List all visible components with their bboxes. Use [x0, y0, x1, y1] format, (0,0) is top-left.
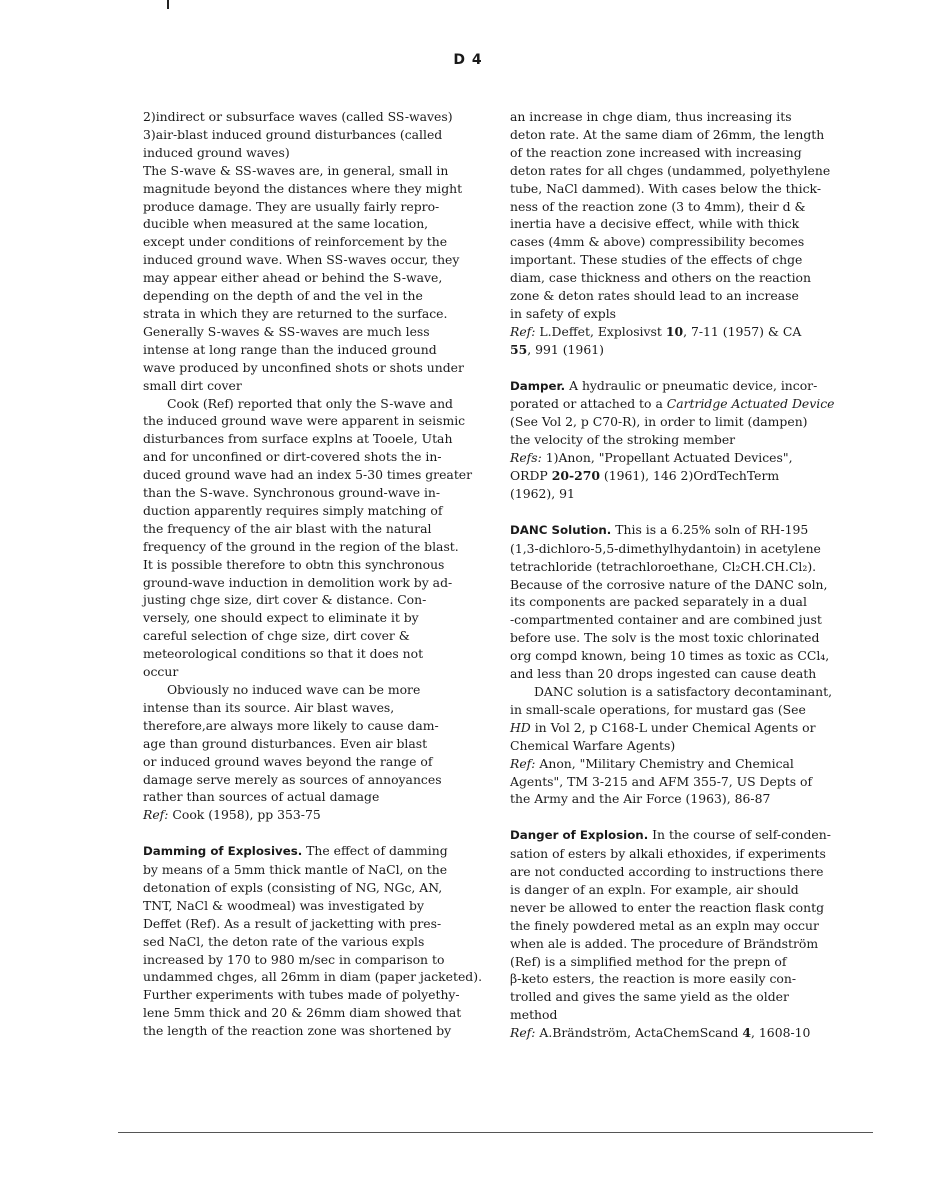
ref-text: , 7-11 (1957) & CA	[683, 323, 802, 339]
text-line: TNT, NaCl & woodmeal) was investigated by	[143, 897, 424, 913]
reference-line	[510, 341, 862, 359]
ref-text: A.Brändström, ActaChemScand	[539, 1025, 743, 1041]
text-line: except under conditions of reinforcement by the	[143, 234, 448, 250]
text-line: 2)indirect or subsurface waves (called SS-waves)	[143, 109, 453, 124]
scan-mark	[167, 0, 169, 9]
entry-heading-line	[510, 826, 862, 845]
entry-text: In the course of self-conden-	[652, 827, 831, 843]
text-line: and less than 20 drops ingested can cause death	[510, 666, 817, 682]
ref-label: Ref:	[510, 755, 536, 771]
text-line: the induced ground wave were apparent in seismic	[143, 413, 466, 429]
ref-label: Ref:	[143, 807, 169, 823]
ref-label: Ref:	[510, 323, 536, 339]
text-line: than the S-wave. Synchronous ground-wave in-	[143, 485, 441, 501]
text-line: produce damage. They are usually fairly repro-	[143, 198, 440, 214]
text-line: the length of the reaction zone was shortened by	[143, 1023, 452, 1039]
text-line: the finely powdered metal as an expln may occur	[510, 917, 819, 933]
text-line: its components are packed separately in a dual	[510, 594, 807, 610]
text-line: tetrachloride (tetrachloroethane, Cl₂CH.CH.Cl₂).	[510, 558, 817, 574]
text-line: deton rate. At the same diam of 26mm, the length	[510, 126, 825, 142]
text-line: the frequency of the air blast with the natural	[143, 520, 432, 536]
text-line: The S-wave & SS-waves are, in general, small in	[143, 162, 449, 178]
text-line: duction apparently requires simply matching of	[143, 502, 443, 518]
entry-text: A hydraulic or pneumatic device, incor-	[569, 377, 818, 393]
ref-text: (1961), 146 2)OrdTechTerm	[599, 468, 780, 484]
text-line: Further experiments with tubes made of polyethy-	[143, 987, 460, 1003]
page-header: D 4	[453, 52, 483, 68]
entry-text: This is a 6.25% soln of RH-195	[615, 521, 809, 537]
reference-line: the Army and the Air Force (1963), 86-87	[510, 791, 771, 807]
ref-label: Refs:	[510, 450, 542, 466]
entry-text: porated or attached to a	[510, 396, 667, 412]
text-line: disturbances from surface explns at Tooele, Utah	[143, 431, 453, 447]
text-line: induced ground wave. When SS-waves occur, they	[143, 252, 460, 268]
text-line: careful selection of chge size, dirt cover &	[143, 628, 410, 644]
right-column	[510, 108, 862, 1042]
ref-text: ORDP	[510, 468, 552, 484]
entry-heading: Damming of Explosives.	[143, 844, 303, 859]
ref-text: , 1608-10	[751, 1025, 811, 1041]
text-line: (1,3-dichloro-5,5-dimethylhydantoin) in acetylene	[510, 540, 821, 556]
text-line: Deffet (Ref). As a result of jacketting with pres-	[143, 915, 442, 931]
text-line: therefore,are always more likely to cause dam-	[143, 717, 439, 733]
ref-volume: 4	[742, 1025, 752, 1041]
entry-heading-line	[143, 842, 491, 861]
text-line: important. These studies of the effects of chge	[510, 252, 803, 268]
text-line: sation of esters by alkali ethoxides, if experiments	[510, 846, 826, 862]
text-line: intense than its source. Air blast waves,	[143, 699, 395, 715]
text-line: induced ground waves)	[143, 144, 290, 160]
ref-text: L.Deffet, Explosivst	[539, 323, 662, 339]
text-line: small dirt cover	[143, 377, 242, 393]
entry-text: The effect of damming	[306, 843, 448, 859]
text-line: Because of the corrosive nature of the DANC soln,	[510, 576, 828, 592]
left-column	[143, 108, 491, 1040]
text-line: the velocity of the stroking member	[510, 432, 736, 448]
entry-heading-line	[510, 377, 862, 396]
text-line: -compartmented container and are combined just	[510, 612, 822, 628]
text-line: rather than sources of actual damage	[143, 789, 380, 805]
text-line: Generally S-waves & SS-waves are much less	[143, 323, 430, 339]
text-line: damage serve merely as sources of annoyances	[143, 771, 442, 787]
text-line: method	[510, 1007, 558, 1023]
text-line: in safety of expls	[510, 305, 617, 321]
text-line	[510, 719, 862, 737]
text-line: of the reaction zone increased with increasing	[510, 144, 802, 160]
text-line: sed NaCl, the deton rate of the various expls	[143, 933, 425, 949]
text-line: deton rates for all chges (undammed, polyethylene	[510, 162, 831, 178]
text-line: (See Vol 2, p C70-R), in order to limit (dampen)	[510, 414, 808, 430]
text-line: ducible when measured at the same location,	[143, 216, 429, 232]
entry-text-italic: Cartridge Actuated Device	[666, 396, 835, 412]
text-line: inertia have a decisive effect, while with thick	[510, 216, 800, 232]
ref-volume: 20-270	[551, 468, 600, 484]
text-line: cases (4mm & above) compressibility becomes	[510, 234, 805, 250]
entry-heading: DANC Solution.	[510, 522, 612, 537]
text-line: in small-scale operations, for mustard gas (See	[510, 701, 806, 717]
entry-heading-line	[510, 521, 862, 540]
ref-label: Ref:	[510, 1025, 536, 1041]
text-line: It is possible therefore to obtn this synchronous	[143, 556, 445, 572]
ref-text: 1)Anon, "Propellant Actuated Devices",	[545, 450, 793, 466]
entry-heading: Danger of Explosion.	[510, 828, 649, 843]
reference-line	[510, 467, 862, 485]
text-line: increased by 170 to 980 m/sec in comparison to	[143, 951, 445, 967]
reference-line: (1962), 91	[510, 486, 575, 502]
text-line: is danger of an expln. For example, air should	[510, 881, 799, 897]
text-line: (Ref) is a simplified method for the prepn of	[510, 953, 787, 969]
text-line: undammed chges, all 26mm in diam (paper jacketed).	[143, 969, 483, 985]
text-line: β-keto esters, the reaction is more easily con-	[510, 971, 797, 987]
text-line: 3)air-blast induced ground disturbances (called	[143, 126, 443, 142]
text-line: never be allowed to enter the reaction flask contg	[510, 899, 825, 915]
text-line: may appear either ahead or behind the S-wave,	[143, 270, 443, 286]
text-line: trolled and gives the same yield as the older	[510, 989, 789, 1005]
ref-text: Anon, "Military Chemistry and Chemical	[539, 755, 794, 771]
reference-line	[143, 806, 491, 824]
text-line: justing chge size, dirt cover & distance. Con-	[143, 592, 427, 608]
text-line: when ale is added. The procedure of Brändström	[510, 935, 819, 951]
text-line: duced ground wave had an index 5-30 times greater	[143, 467, 473, 483]
text-line: Cook (Ref) reported that only the S-wave and	[167, 395, 453, 411]
text-line: depending on the depth of and the vel in the	[143, 288, 423, 304]
text-line: lene 5mm thick and 20 & 26mm diam showed that	[143, 1005, 462, 1021]
reference-line	[510, 323, 862, 341]
text-line: are not conducted according to instructions there	[510, 864, 824, 880]
text-line: wave produced by unconfined shots or shots under	[143, 359, 464, 375]
text-line: magnitude beyond the distances where they might	[143, 180, 463, 196]
text-line: zone & deton rates should lead to an increase	[510, 288, 799, 304]
text-line: an increase in chge diam, thus increasing its	[510, 109, 792, 124]
reference-line	[510, 449, 862, 467]
text-line: age than ground disturbances. Even air blast	[143, 735, 428, 751]
text-line: before use. The solv is the most toxic chlorinated	[510, 630, 820, 646]
reference-line	[510, 1024, 862, 1042]
text-line: org compd known, being 10 times as toxic as CCl₄,	[510, 648, 830, 664]
text-line: diam, case thickness and others on the reaction	[510, 270, 811, 286]
text-line: Obviously no induced wave can be more	[167, 682, 421, 697]
text-line: ground-wave induction in demolition work by ad-	[143, 574, 453, 590]
text-line: detonation of expls (consisting of NG, NGc, AN,	[143, 879, 443, 895]
text-line: frequency of the ground in the region of the blast.	[143, 538, 459, 554]
entry-text: in Vol 2, p C168-L under Chemical Agents or	[530, 719, 816, 735]
text-line: Chemical Warfare Agents)	[510, 737, 676, 753]
text-line: ness of the reaction zone (3 to 4mm), their d &	[510, 198, 806, 214]
reference-line	[510, 755, 862, 773]
footer-rule	[118, 1132, 873, 1133]
ref-volume: 10	[665, 323, 684, 339]
ref-volume: 55	[510, 341, 528, 357]
ref-text: , 991 (1961)	[527, 341, 604, 357]
text-line	[510, 395, 862, 413]
text-line: strata in which they are returned to the surface.	[143, 305, 448, 321]
text-line: meteorological conditions so that it does not	[143, 646, 424, 662]
text-line: and for unconfined or dirt-covered shots the in-	[143, 449, 442, 465]
entry-text-italic: HD	[510, 719, 531, 735]
text-line: by means of a 5mm thick mantle of NaCl, on the	[143, 862, 448, 878]
ref-text: Cook (1958), pp 353-75	[172, 807, 321, 823]
text-line: tube, NaCl dammed). With cases below the thick-	[510, 180, 821, 196]
text-line: versely, one should expect to eliminate it by	[143, 610, 419, 626]
text-line: occur	[143, 664, 179, 680]
entry-heading: Damper.	[510, 378, 566, 393]
text-line: or induced ground waves beyond the range of	[143, 753, 433, 769]
text-line: DANC solution is a satisfactory decontaminant,	[534, 683, 833, 699]
text-line: intense at long range than the induced ground	[143, 341, 437, 357]
reference-line: Agents", TM 3-215 and AFM 355-7, US Depts of	[510, 773, 813, 789]
